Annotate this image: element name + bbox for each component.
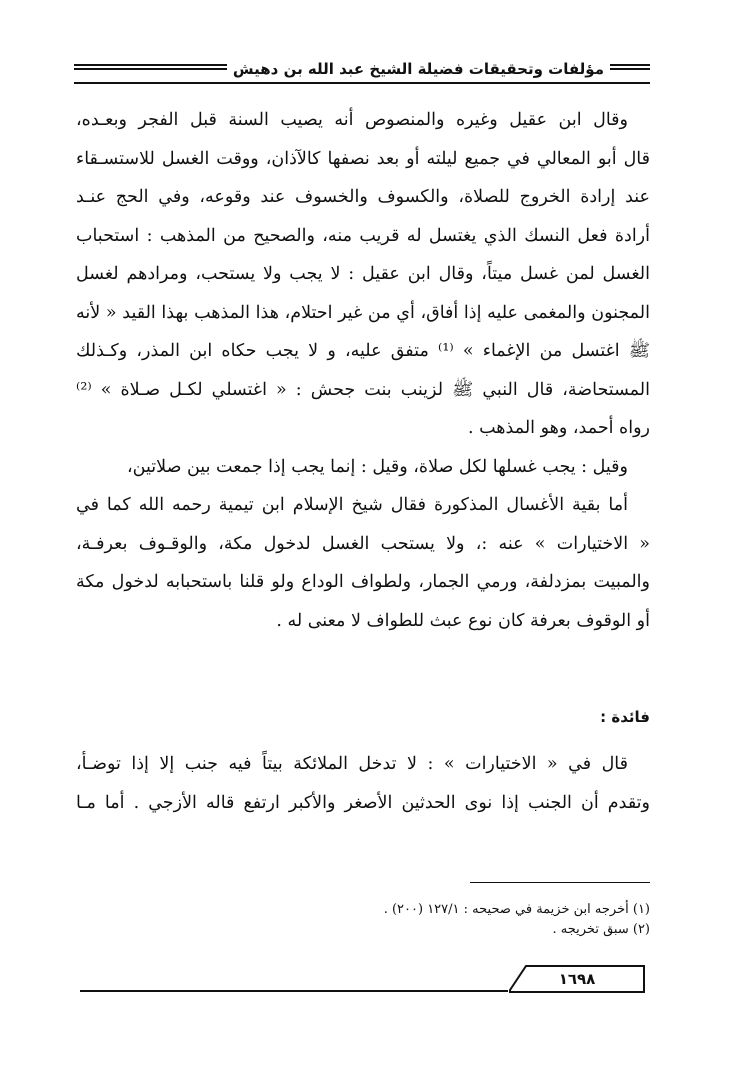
footnote: (١) أخرجه ابن خزيمة في صحيحه : ١٢٧/١ (٢٠٠) . [383,902,650,917]
text-line: أرادة فعل النسك الذي يغتسل له قريب منه، والصحيح من المذهب : استحباب [76,225,650,246]
main-text [76,101,650,640]
text-line: المستحاضة، قال النبي ﷺ لزينب بنت جحش : « اغتسلي لكـل صـلاة » ⁽²⁾ [76,379,650,400]
footnotes [150,900,650,940]
text-line: الغسل لمن غسل ميتاً، وقال ابن عقيل : لا يجب ولا يستحب، ومرادهم لغسل [76,264,650,284]
footnote-separator [470,882,650,883]
faida-text [76,745,650,822]
text-line: المجنون والمغمى عليه إذا أفاق، أي من غير احتلام، هذا المذهب بهذا القيد « لأنه [76,302,650,323]
page-number: ١٦٩٨ [558,970,596,988]
text-line: « الاختيارات » عنه :، ولا يستحب الغسل لدخول مكة، والوقـوف بعرفـة، [76,533,650,554]
header-title: مؤلفات وتحقيقات فضيلة الشيخ عبد الله بن دهيش [227,60,610,78]
footnote: (٢) سبق تخريجه . [552,922,650,937]
text-line: وقال ابن عقيل وغيره والمنصوص أنه يصيب السنة قبل الفجر وبعـده، [76,110,628,130]
footer-rule [80,990,508,992]
text-line: أو الوقوف بعرفة كان نوع عبث للطواف لا معنى له . [276,610,650,631]
text-line: رواه أحمد، وهو المذهب . [467,418,650,438]
text-line: عند إرادة الخروج للصلاة، والكسوف والخسوف عند وقوعه، وفي الحج عنـد [76,187,650,207]
header-rule-bottom [74,82,650,84]
text-line: والمبيت بمزدلفة، ورمي الجمار، ولطواف الوداع ولو قلنا باستحبابه لدخول مكة [76,572,650,592]
text-line: أما بقية الأغسال المذكورة فقال شيخ الإسلام ابن تيمية رحمه الله كما في [76,495,628,515]
page-number-frame [508,962,646,996]
text-line: وقيل : يجب غسلها لكل صلاة، وقيل : إنما يجب إذا جمعت بين صلاتين، [127,456,628,477]
text-line: قال في « الاختيارات » : لا تدخل الملائكة بيتاً فيه جنب إلا إذا توضـأ، [76,754,628,774]
text-line: ﷺ اغتسل من الإغماء » ⁽¹⁾ متفق عليه، و لا يجب حكاه ابن المذر، وكـذلك [76,341,650,361]
faida-heading: فائدة : [600,708,650,726]
text-line: قال أبو المعالي في جميع ليلته أو بعد نصفها كالآذان، ووقت الغسل للاستسـقاء [76,148,650,169]
running-header [74,58,650,88]
text-line: وتقدم أن الجنب إذا نوى الحدثين الأصغر والأكبر ارتفع قاله الأزجي . أما مـا [76,792,650,813]
